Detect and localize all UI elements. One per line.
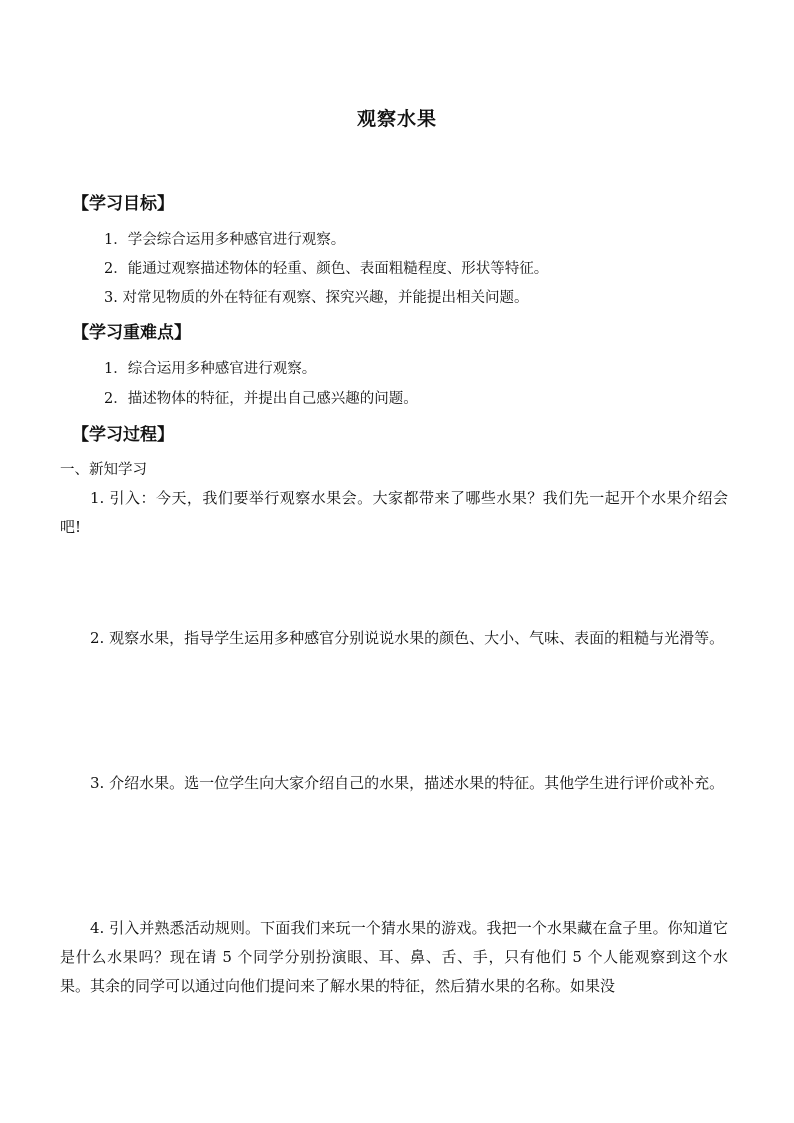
section-heading-key-points: 【学习重难点】 [72,323,191,343]
key-point-item: 1．综合运用多种感官进行观察。 [104,361,317,377]
process-subheading: 一、新知学习 [60,462,147,478]
key-point-item: 2．描述物体的特征，并提出自己感兴趣的问题。 [104,391,418,407]
goal-item: 3. 对常见物质的外在特征有观察、探究兴趣，并能提出相关问题。 [104,290,529,306]
process-paragraph: 4. 引入并熟悉活动规则。下面我们来玩一个猜水果的游戏。我把一个水果藏在盒子里。你知道它是什么水果吗？现在请 5 个同学分别扮演眼、耳、鼻、舌、手，只有他们 5 个人能观察到这个水果。其余的同学可以通过向他们提问来了解水果的特征，然后猜水果的名称。如果没 [60,919,728,995]
process-paragraph: 3. 介绍水果。选一位学生向大家介绍自己的水果，描述水果的特征。其他学生进行评价或补充。 [90,774,725,792]
goal-item: 2．能通过观察描述物体的轻重、颜色、表面粗糙程度、形状等特征。 [104,261,549,277]
process-paragraph: 2. 观察水果，指导学生运用多种感官分别说说水果的颜色、大小、气味、表面的粗糙与光滑等。 [90,629,725,647]
process-paragraph: 1. 引入：今天，我们要举行观察水果会。大家都带来了哪些水果？我们先一起开个水果介绍会吧! [60,489,728,536]
section-heading-goals: 【学习目标】 [72,194,174,214]
section-heading-process: 【学习过程】 [72,425,174,445]
goal-item: 1．学会综合运用多种感官进行观察。 [104,232,346,248]
document-title: 观察水果 [356,108,437,130]
